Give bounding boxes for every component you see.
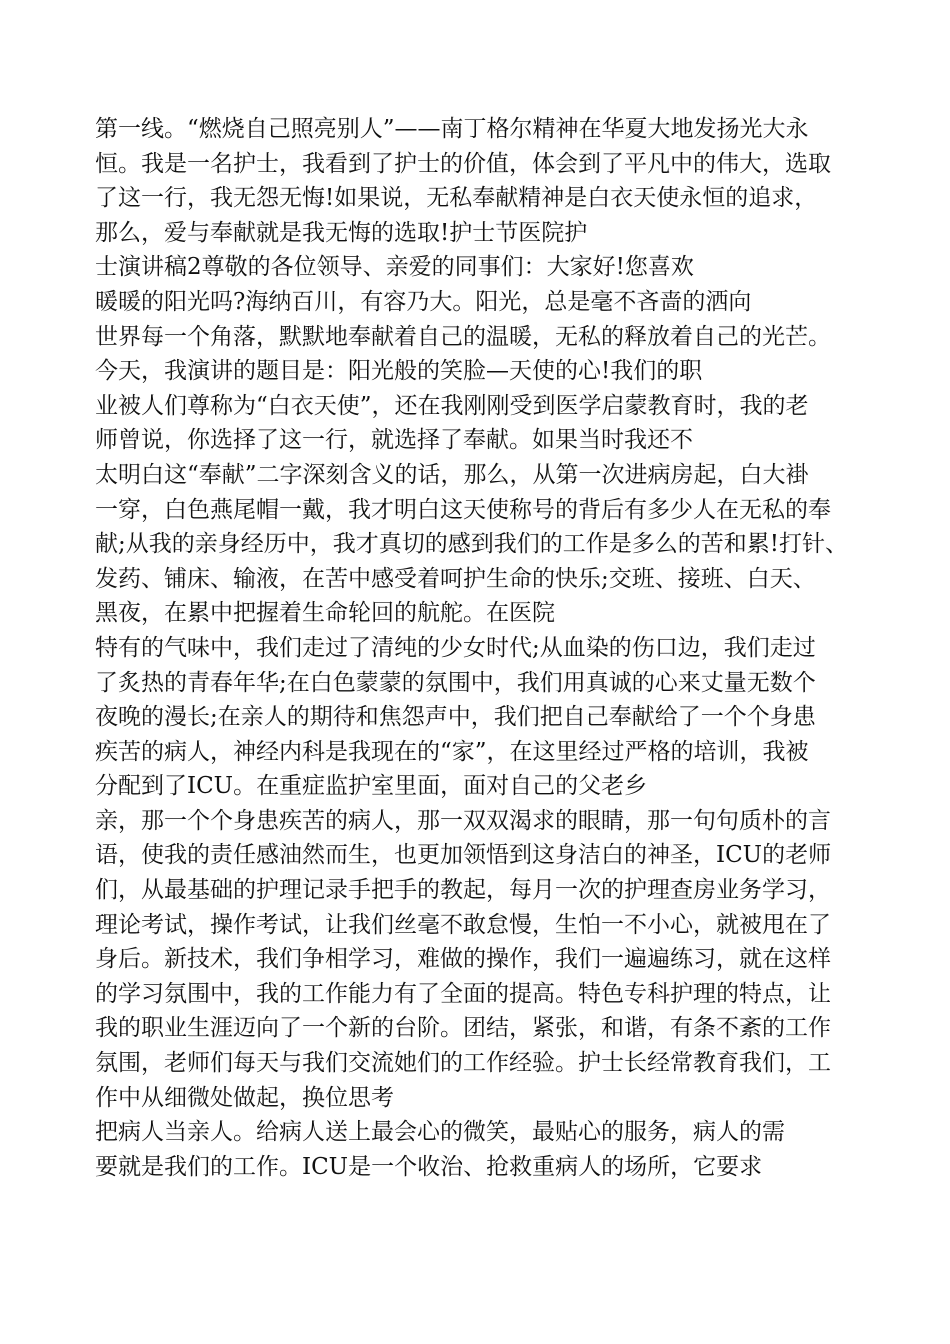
document-text-body xyxy=(95,112,885,1184)
text-line: 第一线。“燃烧自己照亮别人”——南丁格尔精神在华夏大地发扬光大永 xyxy=(95,116,809,142)
text-line: 士演讲稿2尊敬的各位领导、亲爱的同事们：大家好!您喜欢 xyxy=(95,254,694,281)
text-line: 们，从最基础的护理记录手把手的教起，每月一次的护理查房业务学习， xyxy=(95,877,831,904)
text-line: 师曾说，你选择了这一行，就选择了奉献。如果当时我还不 xyxy=(95,427,693,454)
text-line: 要就是我们的工作。ICU是一个收治、抢救重病人的场所，它要求 xyxy=(95,1153,763,1180)
text-line: 一穿，白色燕尾帽一戴，我才明白这天使称号的背后有多少人在无私的奉 xyxy=(95,496,831,523)
text-line: 今天，我演讲的题目是：阳光般的笑脸—天使的心!我们的职 xyxy=(95,358,703,385)
text-line: 那么，爱与奉献就是我无悔的选取!护士节医院护 xyxy=(95,219,588,246)
text-line: 了炙热的青春年华;在白色蒙蒙的氛围中，我们用真诚的心来丈量无数个 xyxy=(95,669,816,696)
text-line: 的学习氛围中，我的工作能力有了全面的提高。特色专科护理的特点，让 xyxy=(95,980,831,1007)
text-line: 身后。新技术，我们争相学习，难做的操作，我们一遍遍练习，就在这样 xyxy=(95,946,831,973)
text-line: 世界每一个角落，默默地奉献着自己的温暖，无私的释放着自己的光芒。 xyxy=(95,323,831,350)
text-line: 发药、铺床、输液，在苦中感受着呵护生命的快乐;交班、接班、白天、 xyxy=(95,565,816,592)
text-line: 把病人当亲人。给病人送上最会心的微笑，最贴心的服务，病人的需 xyxy=(95,1119,785,1146)
text-line: 了这一行，我无怨无悔!如果说，无私奉献精神是白衣天使永恒的追求， xyxy=(95,185,818,212)
text-line: 分配到了ICU。在重症监护室里面，面对自己的父老乡 xyxy=(95,773,648,800)
text-line: 太明白这“奉献”二字深刻含义的话，那么，从第一次进病房起，白大褂 xyxy=(95,461,809,488)
text-line: 语，使我的责任感油然而生，也更加领悟到这身洁白的神圣，ICU的老师 xyxy=(95,842,832,869)
text-line: 理论考试，操作考试，让我们丝毫不敢怠慢，生怕一不小心，就被甩在了 xyxy=(95,911,831,938)
text-line: 亲，那一个个身患疾苦的病人，那一双双渴求的眼睛，那一句句质朴的言 xyxy=(95,807,831,834)
text-line: 暖暖的阳光吗?海纳百川，有容乃大。阳光，总是毫不吝啬的洒向 xyxy=(95,288,752,315)
text-line: 业被人们尊称为“白衣天使”，还在我刚刚受到医学启蒙教育时，我的老 xyxy=(95,392,809,419)
text-line: 疾苦的病人，神经内科是我现在的“家”，在这里经过严格的培训，我被 xyxy=(95,738,809,765)
text-line: 献;从我的亲身经历中，我才真切的感到我们的工作是多么的苦和累!打针、 xyxy=(95,531,848,558)
text-line: 夜晚的漫长;在亲人的期待和焦怨声中，我们把自己奉献给了一个个身患 xyxy=(95,704,816,731)
text-line: 恒。我是一名护士，我看到了护士的价值，体会到了平凡中的伟大，选取 xyxy=(95,150,831,177)
text-line: 氛围，老师们每天与我们交流她们的工作经验。护士长经常教育我们，工 xyxy=(95,1050,831,1077)
text-line: 我的职业生涯迈向了一个新的台阶。团结，紧张，和谐，有条不紊的工作 xyxy=(95,1015,831,1042)
text-line: 黑夜，在累中把握着生命轮回的航舵。在医院 xyxy=(95,600,555,627)
text-line: 特有的气味中，我们走过了清纯的少女时代;从血染的伤口边，我们走过 xyxy=(95,634,816,661)
text-line: 作中从细微处做起，换位思考 xyxy=(95,1084,394,1111)
